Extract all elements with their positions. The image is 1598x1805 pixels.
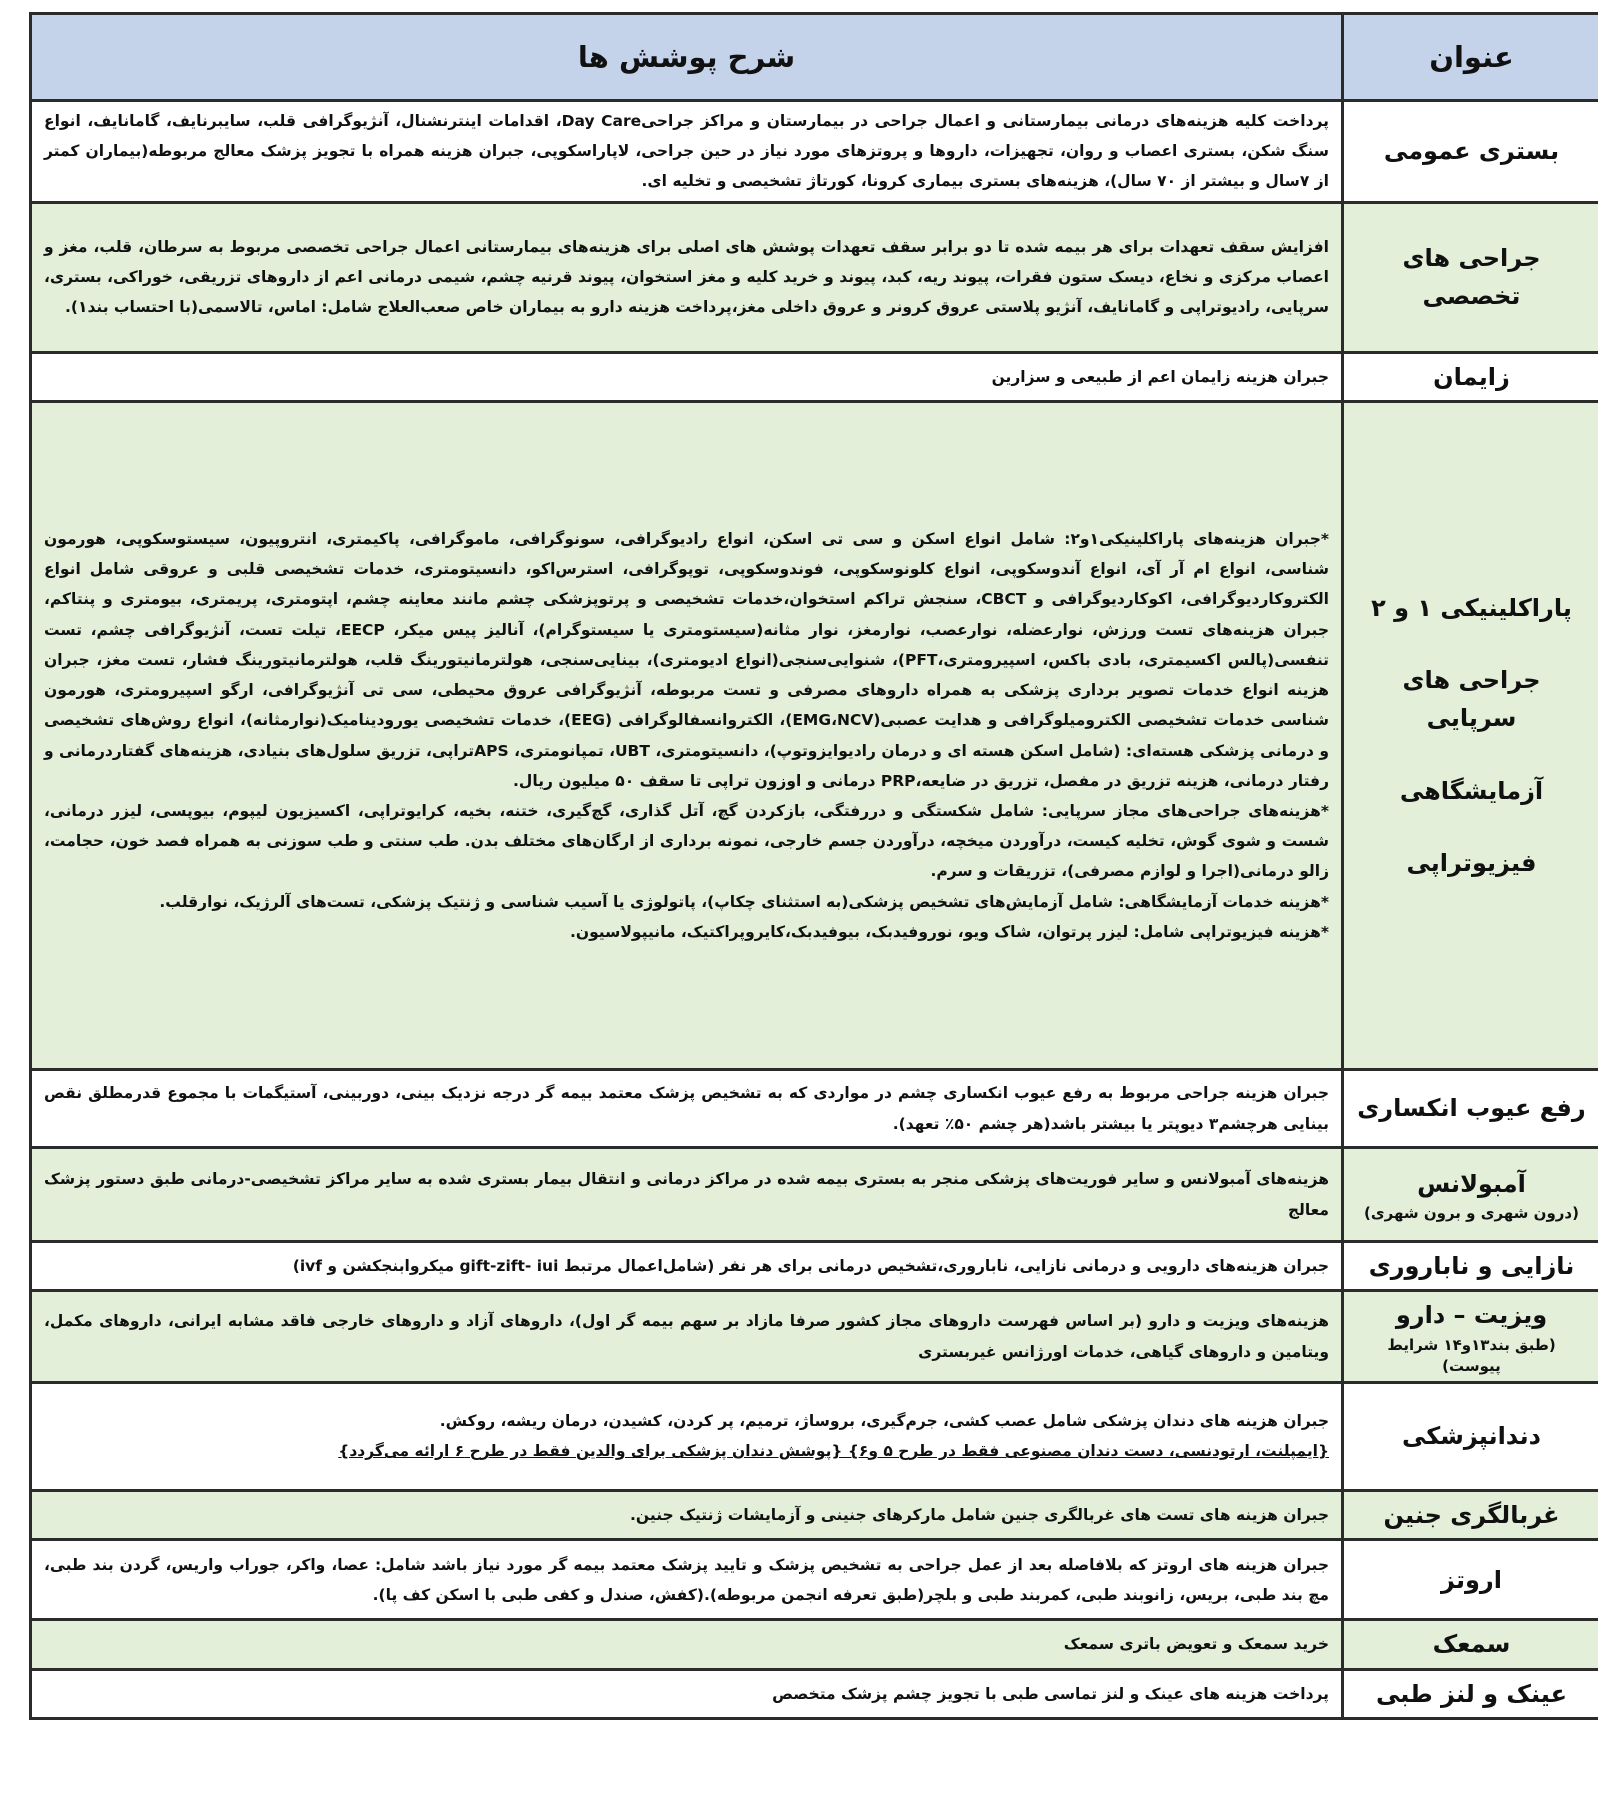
row-title: رفع عیوب انکساری — [1343, 1070, 1598, 1148]
row-description: هزینه‌های ویزیت و دارو (بر اساس فهرست داروهای مجاز کشور صرفا مازاد بر سهم بیمه گر اول)، داروهای آزاد و داروهای خارجی فاقد مشابه ایرانی، داروهای مکمل، ویتامین و داروهای گیاهی، خدمات اورژانس غیربستری — [31, 1291, 1343, 1382]
row-description: جبران هزینه های اروتز که بلافاصله بعد از عمل جراحی به تشخیص پزشک و تایید پزشک معتمد بیمه گر مورد نیاز باشد شامل: عصا، واکر، جوراب واریس، گردن بند طبی، مچ بند طبی، بریس، زانوبند طبی، کمربند طبی و بلچر(طبق تعرفه انجمن مربوطه).(کفش، صندل و کفی طبی با اسکن کف پا). — [31, 1540, 1343, 1620]
description-paragraph: *هزینه‌های جراحی‌های مجاز سرپایی: شامل شکستگی و دررفتگی، بازکردن گچ، آتل گذاری، گچ‌گیری، ختنه، بخیه، کرایوتراپی، اکسیزیون لیپوم، بیوپسی، لیزر درمانی، شست و شوی گوش، تخلیه کیست، درآوردن میخچه، درآوردن جسم خارجی، نمونه برداری از ارگان‌های مختلف بدن. طب سنتی و طب سوزنی به همراه فصد خون، حجامت، زالو درمانی(اجرا و لوازم مصرفی)، تزریقات و سرم. — [44, 801, 1329, 881]
coverage-table — [29, 12, 1598, 1720]
row-description: جبران هزینه جراحی مربوط به رفع عیوب انکساری چشم در مواردی که به تشخیص پزشک معتمد بیمه گر درجه نزدیک بینی، دوربینی، آستیگمات با مجموع قدرمطلق نقص بینایی هرچشم۳ دیوپتر یا بیشتر باشد(هر چشم ۵۰٪ تعهد). — [31, 1070, 1343, 1148]
row-description: جبران هزینه‌های دارویی و درمانی نازایی، ناباروری،تشخیص درمانی برای هر نفر (شامل‌اعمال مرتبط gift-zift- iui میکروابنجکشن و ivf) — [31, 1242, 1343, 1291]
description-paragraph: *جبران هزینه‌های پاراکلینیکی۱و۲: شامل انواع اسکن و سی تی اسکن، انواع رادیوگرافی، سونوگرافی، ماموگرافی، پاکیمتری، انتروپیون، سیستوسکوپی، هورمون شناسی، انواع ام آر آی، انواع آندوسکوپی، انواع کلونوسکوپی، فوندوسکوپی، توپوگرافی، استرس‌اکو، دانسیتومتری، خدمات تشخیصی قلبی و عروقی شامل انواع الکتروکاردیوگرافی، اکوکاردیوگرافی و CBCT، سنجش تراکم استخوان،خدمات تشخیصی و پرتوپزشکی چشم مانند معاینه چشم، اپتومتری، پریمتری، بیومتری و پنتاکم، جبران هزینه‌های تست ورزش، نوارعضله، نوارعصب، نوارمغز، نوار مثانه(سیستومتری یا سیستوگرام)، آنالیز پیس میکر، EECP، تیلت تست، آنژیوگرافی چشم، تست تنفسی(پالس اکسیمتری، بادی باکس، اسپیرومتری،PFT)، شنوایی‌سنجی(انواع ادیومتری)، بینایی‌سنجی، هولترمانیتورینگ قلب، هولترمانیتورینگ فشار، تست مغز، جبران هزینه انواع خدمات تصویر برداری پزشکی به همراه داروهای مصرفی و تست مربوطه، آنژیوگرافی عروق محیطی، سی تی آنژیوگرافی، ارگو اسپیرومتری، هورمون شناسی خدمات تشخیصی الکترومیلوگرافی و هدایت عصبی(EMG،NCV)، الکتروانسفالوگرافی (EEG)، خدمات تشخیصی یورودینامیک(نوارمثانه)، انواع روش‌های تشخیصی و درمانی پزشکی هسته‌ای: (شامل اسکن هسته ای و درمان رادیوایزوتوپ)، دانسیتومتری، UBT، تمپانومتری، APSتراپی، تزریق سلول‌های بنیادی، هزینه‌های گفتاردرمانی و رفتار درمانی، هزینه تزریق در مفصل، تزریق در ضایعه،PRP درمانی و اوزون تراپی تا سقف ۵۰ میلیون ریال. — [44, 530, 1330, 790]
row-title: نازایی و ناباروری — [1343, 1242, 1598, 1291]
table-row — [31, 1148, 1598, 1242]
row-title-cell — [1343, 1291, 1598, 1382]
row-title: دندانپزشکی — [1343, 1382, 1598, 1490]
row-description — [31, 402, 1343, 1070]
table-row — [31, 1070, 1598, 1148]
row-title-group — [1343, 402, 1598, 1070]
table-row — [31, 202, 1598, 352]
row-title: آمبولانس — [1417, 1169, 1526, 1198]
coverage-sheet — [14, 12, 1598, 1720]
row-description: جبران هزینه های تست های غربالگری جنین شامل مارکرهای جنینی و آزمایشات ژنتیک جنین. — [31, 1490, 1343, 1539]
row-title: بستری عمومی — [1343, 101, 1598, 203]
table-row — [31, 1620, 1598, 1669]
row-description — [31, 1382, 1343, 1490]
description-paragraph: *هزینه فیزیوتراپی شامل: لیزر پرتوان، شاک ویو، نوروفیدبک، بیوفیدبک،کایروپراکتیک، مانیپولاسیون. — [569, 922, 1329, 941]
row-title: جراحی های سرپایی — [1402, 665, 1541, 733]
row-subtitle: (طبق بند۱۳و۱۴ شرایط پیوست) — [1387, 1335, 1556, 1375]
table-row — [31, 1490, 1598, 1539]
table-header-row — [31, 14, 1598, 101]
row-title: جراحی های تخصصی — [1343, 202, 1598, 352]
table-row — [31, 1291, 1598, 1382]
row-title: ویزیت – دارو — [1395, 1301, 1548, 1330]
row-description: هزینه‌های آمبولانس و سایر فوریت‌های پزشکی منجر به بستری بیمه شده در مراکز درمانی و انتقال بیمار بستری شده به سایر مراکز تشخیصی-درمانی طبق دستور پزشک معالج — [31, 1148, 1343, 1242]
row-title: سمعک — [1343, 1620, 1598, 1669]
header-title-column: عنوان — [1343, 14, 1598, 101]
row-title: غربالگری جنین — [1343, 1490, 1598, 1539]
table-row — [31, 1669, 1598, 1718]
description-note: {ایمپلنت، ارتودنسی، دست دندان مصنوعی فقط در طرح ۵ و۶} {پوشش دندان پزشکی برای والدین فقط در طرح ۶ ارائه می‌گردد} — [338, 1442, 1329, 1461]
table-row — [31, 101, 1598, 203]
row-title: زایمان — [1343, 352, 1598, 401]
row-description: پرداخت هزینه های عینک و لنز تماسی طبی با تجویز چشم پزشک متخصص — [31, 1669, 1343, 1718]
table-row — [31, 1242, 1598, 1291]
table-row — [31, 1540, 1598, 1620]
description-paragraph: جبران هزینه های دندان پزشکی شامل عصب کشی، جرم‌گیری، بروساژ، ترمیم، پر کردن، کشیدن، درمان ریشه، روکش. — [439, 1412, 1329, 1431]
row-description: جبران هزینه زایمان اعم از طبیعی و سزارین — [31, 352, 1343, 401]
row-description: افزایش سقف تعهدات برای هر بیمه شده تا دو برابر سقف تعهدات پوشش های اصلی برای هزینه‌های بیمارستانی اعمال جراحی تخصصی مربوط به سرطان، قلب، مغز و اعصاب مرکزی و نخاع، دیسک ستون فقرات، پیوند ریه، کبد، پیوند و خرید کلیه و مغز استخوان، پیوند قرنیه چشم، شیمی درمانی اعم از داروهای تزریقی، خوراکی، بستری، سرپایی، رادیوتراپی و گامانایف، آنژیو پلاستی عروق کرونر و عروق داخلی مغز،پرداخت هزینه دارو به بیماران خاص صعب‌العلاج شامل: اماس، تالاسمی(با احتساب بند۱). — [31, 202, 1343, 352]
row-description: پرداخت کلیه هزینه‌های درمانی بیمارستانی و اعمال جراحی در بیمارستان و مراکز جراحیDay Care، اقدامات اینترنشنال، آنژیوگرافی قلب، سایبرنایف، گامانایف، انواع سنگ شکن، بستری اعصاب و روان، تجهیزات، داروها و پروتزهای مورد نیاز در حین جراحی، لاپاراسکوپی، جبران هزینه همراه با تجویز پزشک معالج مربوطه(بیماران کمتر از ۷سال و بیشتر از ۷۰ سال)، هزینه‌های بستری بیماری کرونا، کورتاژ تشخیصی و تخلیه ای. — [31, 101, 1343, 203]
row-title: پاراکلینیکی ۱ و ۲ — [1371, 593, 1572, 622]
table-row — [31, 402, 1598, 1070]
row-title: آزمایشگاهی — [1399, 776, 1544, 805]
row-description: خرید سمعک و تعویض باتری سمعک — [31, 1620, 1343, 1669]
row-title: فیزیوتراپی — [1406, 849, 1537, 878]
table-row — [31, 352, 1598, 401]
header-description-column: شرح پوشش ها — [31, 14, 1343, 101]
row-subtitle: (درون شهری و برون شهری) — [1364, 1204, 1579, 1223]
table-row — [31, 1382, 1598, 1490]
row-title: عینک و لنز طبی — [1343, 1669, 1598, 1718]
row-title: اروتز — [1343, 1540, 1598, 1620]
description-paragraph: *هزینه خدمات آزمایشگاهی: شامل آزمایش‌های تشخیص پزشکی(به استثنای چکاپ)، پاتولوژی یا آسیب شناسی و ژنتیک پزشکی، تست‌های آلرژیک، نوارقلب. — [159, 892, 1329, 911]
row-title-cell — [1343, 1148, 1598, 1242]
